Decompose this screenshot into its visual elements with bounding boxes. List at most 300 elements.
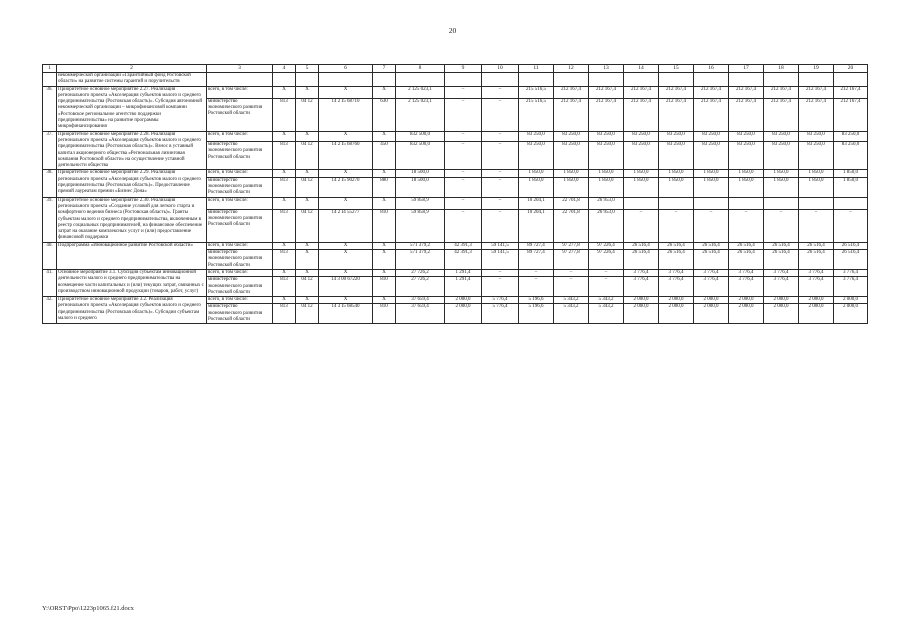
section-code: X [296,86,319,98]
amount-cell: 212 167,4 [799,86,834,98]
grbs-code: 813 [273,209,296,242]
grbs-code: 813 [273,277,296,297]
amount-cell: 212 167,4 [764,86,799,98]
amount-cell: – [519,269,554,276]
amount-cell: 2 000,0 [834,304,868,324]
amount-cell: 1 850,0 [624,177,659,197]
grbs-code: X [273,170,296,177]
grbs-code: 813 [273,177,296,197]
amount-cell: – [482,98,519,131]
amount-cell: 3 776,4 [729,277,764,297]
amount-cell: – [482,142,519,170]
amount-cell: 1 850,0 [659,170,694,177]
amount-cell: 22 701,8 [554,209,589,242]
amount-cell [764,197,799,209]
grbs-code: 813 [273,304,296,324]
amount-cell: – [482,86,519,98]
amount-cell: 83 250,0 [834,142,868,170]
section-code: 04 12 [296,98,319,131]
amount-cell: 2 000,0 [624,304,659,324]
executor-cell: министерство экономического развития Ростовской области [207,98,273,131]
amount-cell: 18 500,0 [396,170,445,177]
executor-cell: всего, в том числе: [207,197,273,209]
page-number: 20 [448,26,457,35]
amount-cell: 1 850,0 [554,177,589,197]
target-article-code: 14 2 I5 68710 [319,98,373,131]
amount-cell: 5 343,2 [554,304,589,324]
expense-type-code: 810 [373,277,396,297]
empty-cell [273,73,296,87]
amount-cell: 2 000,0 [764,304,799,324]
amount-cell: 2 000,0 [834,297,868,304]
table-row [43,73,868,87]
executor-cell: всего, в том числе: [207,297,273,304]
row-number [43,73,57,87]
column-number: 2 [57,65,207,73]
target-article-code: 14 3 00 67220 [319,277,373,297]
grbs-code: X [273,131,296,141]
executor-cell: министерство экономического развития Ростовской области [207,250,273,270]
event-name: Приоритетное основное мероприятие 2.27. Реализация регионального проекта «Акселерация субъектов малого и среднего предпринимательства (Ростовская область)». Субсидия автономной некоммерческой организации – микрофинансовой компании «Ростовское региональное агентство поддержки предпринимательства» на развитие программы микрофинансирования [57,86,207,131]
amount-cell: 10 204,1 [519,209,554,242]
target-article-code: X [319,170,373,177]
executor-cell: всего, в том числе: [207,86,273,98]
amount-cell: 26 516,4 [694,250,729,270]
target-article-code: X [319,86,373,98]
table-row [43,131,868,141]
amount-cell: 1 850,0 [799,177,834,197]
empty-cell [396,73,445,87]
amount-cell: – [519,277,554,297]
amount-cell: 59 858,9 [396,197,445,209]
grbs-code: X [273,86,296,98]
amount-cell: 212 167,4 [834,98,868,131]
amount-cell: 212 167,4 [729,86,764,98]
expense-type-code: 450 [373,142,396,170]
amount-cell: – [482,269,519,276]
amount-cell: 83 250,0 [764,142,799,170]
amount-cell: 5 776,4 [482,297,519,304]
amount-cell: 3 776,4 [764,277,799,297]
amount-cell: 1 850,0 [624,170,659,177]
amount-cell: 83 250,0 [834,131,868,141]
amount-cell: 2 000,0 [729,304,764,324]
event-name: некоммерческой организации «Гарантийный фонд Ростовской области» на развитие системы гарантий и поручительств [57,73,207,87]
empty-cell [764,73,799,87]
amount-cell: 571 379,2 [396,242,445,249]
grbs-code: X [273,297,296,304]
amount-cell: 1 291,4 [445,269,482,276]
amount-cell: – [482,277,519,297]
amount-cell: 571 379,2 [396,250,445,270]
table-body [43,65,868,324]
amount-cell: 83 250,0 [694,131,729,141]
amount-cell [834,197,868,209]
amount-cell: 212 167,4 [624,98,659,131]
event-name: Приоритетное основное мероприятие 2.30. Реализация регионального проекта «Создание условий для легкого старта и комфортного ведения бизнеса (Ростовская область)». Гранты субъектам малого и среднего предпринимательства, включенным в реестр социальных предпринимателей, на финансовое обеспечение затрат на оказание комплексных услуг и (или) предоставление финансовой поддержки [57,197,207,242]
amount-cell: 37 659,4 [396,304,445,324]
amount-cell: – [445,177,482,197]
amount-cell: 26 516,4 [799,250,834,270]
amount-cell: 1 291,4 [445,277,482,297]
amount-cell: 212 167,4 [694,98,729,131]
target-article-code: X [319,269,373,276]
empty-cell [729,73,764,87]
amount-cell: 26 516,4 [764,250,799,270]
amount-cell: – [729,209,764,242]
grbs-code: 813 [273,142,296,170]
amount-cell: – [445,170,482,177]
amount-cell: 3 776,4 [834,277,868,297]
amount-cell: – [799,209,834,242]
amount-cell: 1 850,0 [764,170,799,177]
amount-cell: 5 196,6 [519,297,554,304]
amount-cell: – [445,86,482,98]
amount-cell: – [482,197,519,209]
grbs-code: X [273,269,296,276]
amount-cell: 83 250,0 [624,142,659,170]
amount-cell: 215 516,5 [519,86,554,98]
amount-cell: 26 516,4 [799,242,834,249]
section-code: X [296,131,319,141]
amount-cell: 212 167,4 [764,98,799,131]
target-article-code: 14 3 I5 68540 [319,304,373,324]
amount-cell: 3 776,4 [799,277,834,297]
table-row [43,242,868,249]
amount-cell: 5 776,4 [482,304,519,324]
amount-cell: 1 850,0 [589,177,624,197]
amount-cell: 26 516,4 [834,242,868,249]
amount-cell: – [659,209,694,242]
target-article-code: X [319,197,373,209]
row-number: 41. [43,269,57,296]
column-number: 12 [554,65,589,73]
amount-cell: 2 000,0 [445,297,482,304]
amount-cell: 832 500,0 [396,142,445,170]
amount-cell: 27 726,2 [396,269,445,276]
empty-cell [519,73,554,87]
table-row [43,269,868,276]
amount-cell: 2 000,0 [694,304,729,324]
amount-cell: – [834,209,868,242]
amount-cell: 2 000,0 [694,297,729,304]
amount-cell: 83 250,0 [519,142,554,170]
amount-cell: 2 000,0 [445,304,482,324]
amount-cell: 1 850,0 [589,170,624,177]
amount-cell: 59 141,5 [482,250,519,270]
section-code: X [296,242,319,249]
amount-cell: 2 000,0 [624,297,659,304]
section-code: X [296,297,319,304]
amount-cell: 89 727,4 [519,250,554,270]
empty-cell [799,73,834,87]
amount-cell: – [445,197,482,209]
column-number: 16 [694,65,729,73]
empty-cell [624,73,659,87]
amount-cell: 1 850,0 [694,170,729,177]
empty-cell [554,73,589,87]
amount-cell: 2 000,0 [729,297,764,304]
amount-cell: 5 196,6 [519,304,554,324]
amount-cell: – [482,209,519,242]
amount-cell: 83 250,0 [659,142,694,170]
amount-cell: 42 391,3 [445,250,482,270]
column-number: 11 [519,65,554,73]
empty-cell [659,73,694,87]
amount-cell: 3 776,4 [624,277,659,297]
amount-cell: 59 141,5 [482,242,519,249]
empty-cell [296,73,319,87]
table-row [43,297,868,304]
target-article-code: X [319,250,373,270]
amount-cell: 3 776,4 [624,269,659,276]
column-number: 7 [373,65,396,73]
row-number: 38. [43,170,57,197]
section-code: X [296,170,319,177]
amount-cell: 26 516,4 [624,242,659,249]
amount-cell: 1 850,0 [554,170,589,177]
amount-cell: 42 391,3 [445,242,482,249]
section-code: 04 12 [296,277,319,297]
amount-cell: 83 250,0 [519,131,554,141]
section-code: X [296,250,319,270]
executor-cell: министерство экономического развития Ростовской области [207,277,273,297]
empty-cell [319,73,373,87]
amount-cell: 97 277,8 [554,242,589,249]
column-number: 19 [799,65,834,73]
expense-type-code: X [373,242,396,249]
amount-cell: 83 250,0 [764,131,799,141]
amount-cell: 1 850,0 [519,170,554,177]
file-path: Y:\ORST\Ppo\1223p1065.f21.docx [42,605,134,612]
column-number: 15 [659,65,694,73]
amount-cell: 83 250,0 [799,131,834,141]
amount-cell: 26 516,4 [624,250,659,270]
amount-cell: 1 850,0 [729,170,764,177]
amount-cell: – [589,269,624,276]
column-number: 17 [729,65,764,73]
amount-cell: 5 343,2 [589,304,624,324]
amount-cell: 1 850,0 [834,170,868,177]
amount-cell: 215 516,5 [519,98,554,131]
row-number: 40. [43,242,57,269]
amount-cell: 97 277,8 [554,250,589,270]
empty-cell [834,73,868,87]
amount-cell: 18 500,0 [396,177,445,197]
amount-cell: 2 000,0 [659,297,694,304]
amount-cell: 1 850,0 [764,177,799,197]
amount-cell: 1 850,0 [729,177,764,197]
amount-cell [624,197,659,209]
column-number: 3 [207,65,273,73]
amount-cell: – [554,269,589,276]
amount-cell: 212 167,4 [799,98,834,131]
expense-type-code: X [373,131,396,141]
event-name: Приоритетное основное мероприятие 3.2. Реализация регионального проекта «Акселерация субъектов малого и среднего предпринимательства (Ростовская область)». Субсидии субъектам малого и среднего [57,297,207,324]
amount-cell: 83 250,0 [554,131,589,141]
amount-cell: 26 516,4 [729,242,764,249]
amount-cell: 3 776,4 [729,269,764,276]
column-number: 4 [273,65,296,73]
row-number: 42. [43,297,57,324]
empty-cell [445,73,482,87]
amount-cell: 83 250,0 [694,142,729,170]
row-number: 37. [43,131,57,170]
target-article-code: X [319,297,373,304]
executor-cell: всего, в том числе: [207,131,273,141]
amount-cell: 3 776,4 [694,269,729,276]
budget-table [42,64,868,324]
executor-cell: министерство экономического развития Ростовской области [207,209,273,242]
target-article-code: 14 2 I5 68760 [319,142,373,170]
amount-cell: – [482,131,519,141]
expense-type-code: X [373,297,396,304]
amount-cell: 212 167,4 [834,86,868,98]
grbs-code: 813 [273,250,296,270]
amount-cell [799,197,834,209]
target-article-code: X [319,131,373,141]
target-article-code: 14 2 I4 55277 [319,209,373,242]
grbs-code: 813 [273,98,296,131]
amount-cell: 83 250,0 [624,131,659,141]
amount-cell: 83 250,0 [799,142,834,170]
amount-cell: 97 226,4 [589,242,624,249]
expense-type-code: X [373,250,396,270]
column-number: 14 [624,65,659,73]
empty-cell [589,73,624,87]
column-number: 13 [589,65,624,73]
column-number: 18 [764,65,799,73]
executor-cell: всего, в том числе: [207,242,273,249]
amount-cell: 5 343,2 [589,297,624,304]
amount-cell: – [589,277,624,297]
section-code: X [296,197,319,209]
amount-cell: 37 659,4 [396,297,445,304]
amount-cell: 212 167,4 [589,98,624,131]
amount-cell: 212 167,4 [729,98,764,131]
column-number: 8 [396,65,445,73]
amount-cell: 212 167,4 [694,86,729,98]
amount-cell: 22 701,8 [554,197,589,209]
amount-cell: 2 125 023,1 [396,86,445,98]
table-row [43,170,868,177]
column-number-row [43,65,868,73]
expense-type-code: 810 [373,209,396,242]
executor-cell: министерство экономического развития Ростовской области [207,304,273,324]
event-name: Приоритетное основное мероприятие 2.29. Реализация регионального проекта «Акселерация субъектов малого и среднего предпринимательства (Ростовская область)». Предоставление премий лауреатам премии «Бизнес Дона» [57,170,207,197]
amount-cell: 26 516,4 [834,250,868,270]
column-number: 1 [43,65,57,73]
executor-cell: всего, в том числе: [207,269,273,276]
amount-cell: 2 000,0 [799,297,834,304]
amount-cell: 83 250,0 [589,142,624,170]
row-number: 39. [43,197,57,242]
amount-cell: 212 167,4 [554,98,589,131]
amount-cell: 2 000,0 [764,297,799,304]
empty-cell [373,73,396,87]
empty-cell [482,73,519,87]
amount-cell: – [445,142,482,170]
expense-type-code: 630 [373,98,396,131]
section-code: 04 12 [296,209,319,242]
amount-cell: – [694,209,729,242]
amount-cell: 1 850,0 [834,177,868,197]
amount-cell: – [554,277,589,297]
amount-cell: 59 858,9 [396,209,445,242]
expense-type-code: X [373,269,396,276]
event-name: Приоритетное основное мероприятие 2.28. Реализация регионального проекта «Акселерация субъектов малого и среднего предпринимательства (Ростовская область)». Взнос в уставный капитал акционерного общества «Региональная лизинговая компания Ростовской области» на осуществление уставной деятельности общества [57,131,207,170]
amount-cell: 3 776,4 [834,269,868,276]
executor-cell: министерство экономического развития Ростовской области [207,177,273,197]
amount-cell: 26 516,4 [764,242,799,249]
amount-cell [729,197,764,209]
executor-cell: министерство экономического развития Ростовской области [207,142,273,170]
table-row [43,86,868,98]
amount-cell: 26 516,4 [659,250,694,270]
expense-type-code: X [373,170,396,177]
column-number: 6 [319,65,373,73]
expense-type-code: X [373,197,396,209]
expense-type-code: X [373,86,396,98]
column-number: 9 [445,65,482,73]
amount-cell: 26 953,0 [589,209,624,242]
amount-cell: 1 850,0 [694,177,729,197]
amount-cell: – [482,170,519,177]
column-number: 20 [834,65,868,73]
section-code: X [296,269,319,276]
amount-cell: – [764,209,799,242]
amount-cell: 83 250,0 [729,142,764,170]
table-row [43,197,868,209]
amount-cell: 83 250,0 [659,131,694,141]
amount-cell: 26 516,4 [659,242,694,249]
amount-cell: 2 125 023,1 [396,98,445,131]
amount-cell: 832 500,0 [396,131,445,141]
executor-cell: всего, в том числе: [207,170,273,177]
grbs-code: X [273,242,296,249]
amount-cell: 212 167,4 [624,86,659,98]
amount-cell: 212 167,4 [589,86,624,98]
amount-cell: 212 167,4 [554,86,589,98]
amount-cell: 3 776,4 [694,277,729,297]
amount-cell: 83 250,0 [729,131,764,141]
expense-type-code: 810 [373,304,396,324]
amount-cell: 3 776,4 [764,269,799,276]
amount-cell [659,197,694,209]
amount-cell: 3 776,4 [659,277,694,297]
amount-cell: – [624,209,659,242]
section-code: 04 12 [296,304,319,324]
event-name: Основное мероприятие 3.1. Субсидия субъектам инновационной деятельности малого и среднего предпринимательства на возмещение части капитальных и (или) текущих затрат, связанных с производством инновационной продукции (товаров, работ, услуг) [57,269,207,296]
amount-cell [694,197,729,209]
amount-cell: 10 204,1 [519,197,554,209]
amount-cell: 26 516,4 [729,250,764,270]
row-number: 36. [43,86,57,131]
section-code: 04 12 [296,177,319,197]
amount-cell: 26 953,0 [589,197,624,209]
amount-cell: 212 167,4 [659,98,694,131]
empty-cell [694,73,729,87]
amount-cell: 212 167,4 [659,86,694,98]
amount-cell: 1 850,0 [799,170,834,177]
amount-cell: 97 226,4 [589,250,624,270]
section-code: 04 12 [296,142,319,170]
event-name: Подпрограмма «Инновационное развитие Ростовской области» [57,242,207,269]
amount-cell: 83 250,0 [589,131,624,141]
empty-cell [207,73,273,87]
column-number: 5 [296,65,319,73]
target-article-code: 14 2 I5 90270 [319,177,373,197]
